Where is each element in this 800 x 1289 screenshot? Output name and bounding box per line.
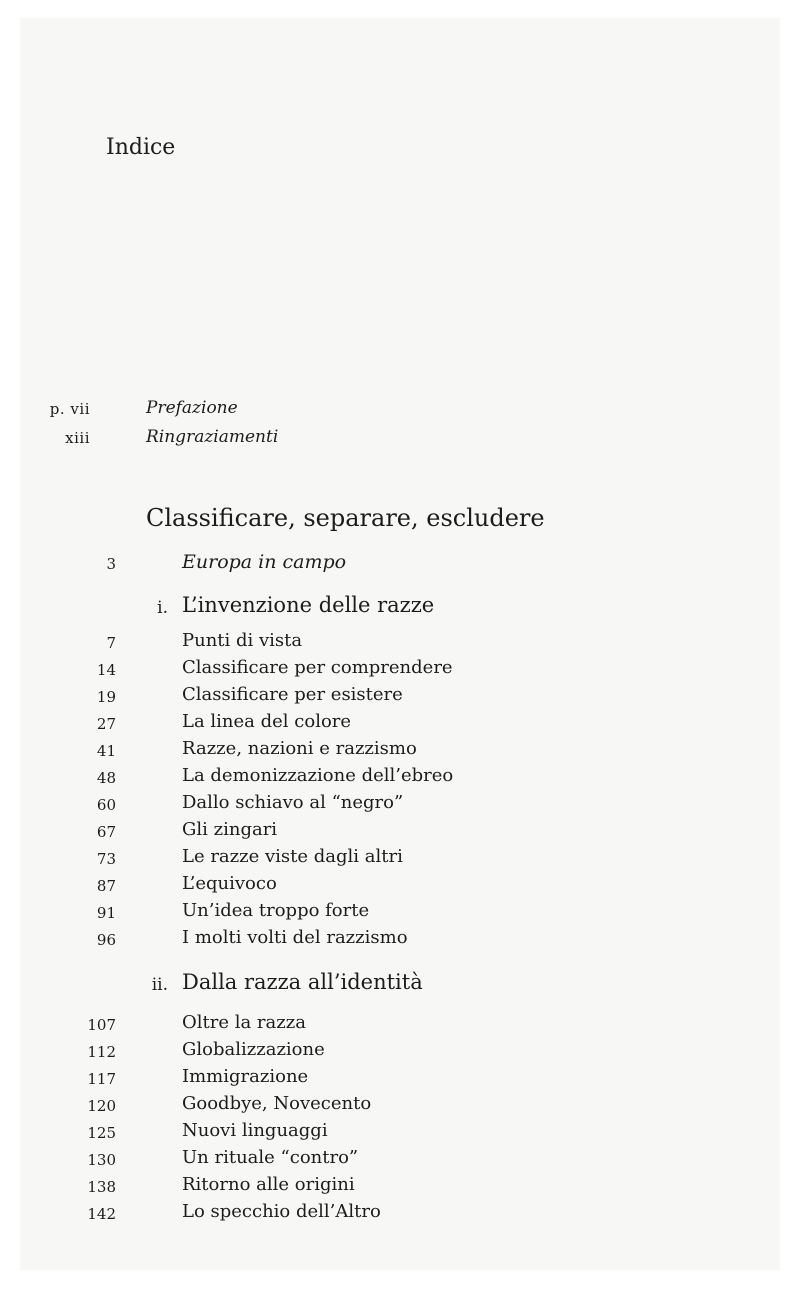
intro-label: Europa in campo (182, 551, 347, 573)
section-label: La demonizzazione dell’ebreo (182, 765, 454, 786)
section-label: I molti volti del razzismo (182, 927, 408, 948)
index-title: Indice (106, 135, 176, 160)
section-label: Le razze viste dagli altri (182, 846, 403, 867)
section-label: Gli zingari (182, 819, 278, 840)
section-page: 112 (87, 1043, 116, 1061)
section-page: 117 (87, 1070, 116, 1088)
section-page: 14 (96, 661, 116, 679)
chapter-title: L’invenzione delle razze (182, 593, 435, 617)
section-page: 60 (96, 796, 116, 814)
section-page: 7 (106, 634, 116, 652)
section-label: Un’idea troppo forte (182, 900, 370, 921)
section-label: Dallo schiavo al “negro” (182, 792, 404, 813)
section-label: Classificare per esistere (182, 684, 403, 705)
section-page: 19 (96, 688, 116, 706)
chapter-number: ii. (151, 975, 168, 995)
section-page: 107 (87, 1016, 116, 1034)
section-page: 87 (96, 877, 116, 895)
chapter-number: i. (157, 598, 168, 618)
front-matter-label: Ringraziamenti (146, 427, 279, 447)
section-label: Oltre la razza (182, 1012, 306, 1033)
section-label: Lo specchio dell’Altro (182, 1201, 381, 1222)
section-page: 91 (96, 904, 116, 922)
front-matter-page: xiii (65, 429, 90, 447)
part-title: Classificare, separare, escludere (146, 504, 545, 532)
section-label: Razze, nazioni e razzismo (182, 738, 417, 759)
section-page: 120 (87, 1097, 116, 1115)
book-page (20, 18, 780, 1270)
section-label: Punti di vista (182, 630, 303, 651)
section-label: Ritorno alle origini (182, 1174, 355, 1195)
chapter-title: Dalla razza all’identità (182, 970, 423, 994)
section-label: Un rituale “contro” (182, 1147, 359, 1168)
section-page: 73 (96, 850, 116, 868)
front-matter-page: p. vii (49, 400, 90, 418)
section-label: La linea del colore (182, 711, 352, 732)
section-label: Immigrazione (182, 1066, 309, 1087)
section-page: 27 (96, 715, 116, 733)
section-label: Classificare per comprendere (182, 657, 453, 678)
section-label: Goodbye, Novecento (182, 1093, 372, 1114)
section-label: Globalizzazione (182, 1039, 325, 1060)
front-matter-label: Prefazione (146, 398, 238, 418)
section-page: 48 (96, 769, 116, 787)
section-page: 67 (96, 823, 116, 841)
section-label: L’equivoco (182, 873, 277, 894)
section-page: 96 (96, 931, 116, 949)
section-page: 142 (87, 1205, 116, 1223)
section-page: 130 (87, 1151, 116, 1169)
section-page: 41 (96, 742, 116, 760)
intro-page: 3 (106, 555, 116, 573)
section-page: 138 (87, 1178, 116, 1196)
section-page: 125 (87, 1124, 116, 1142)
section-label: Nuovi linguaggi (182, 1120, 328, 1141)
